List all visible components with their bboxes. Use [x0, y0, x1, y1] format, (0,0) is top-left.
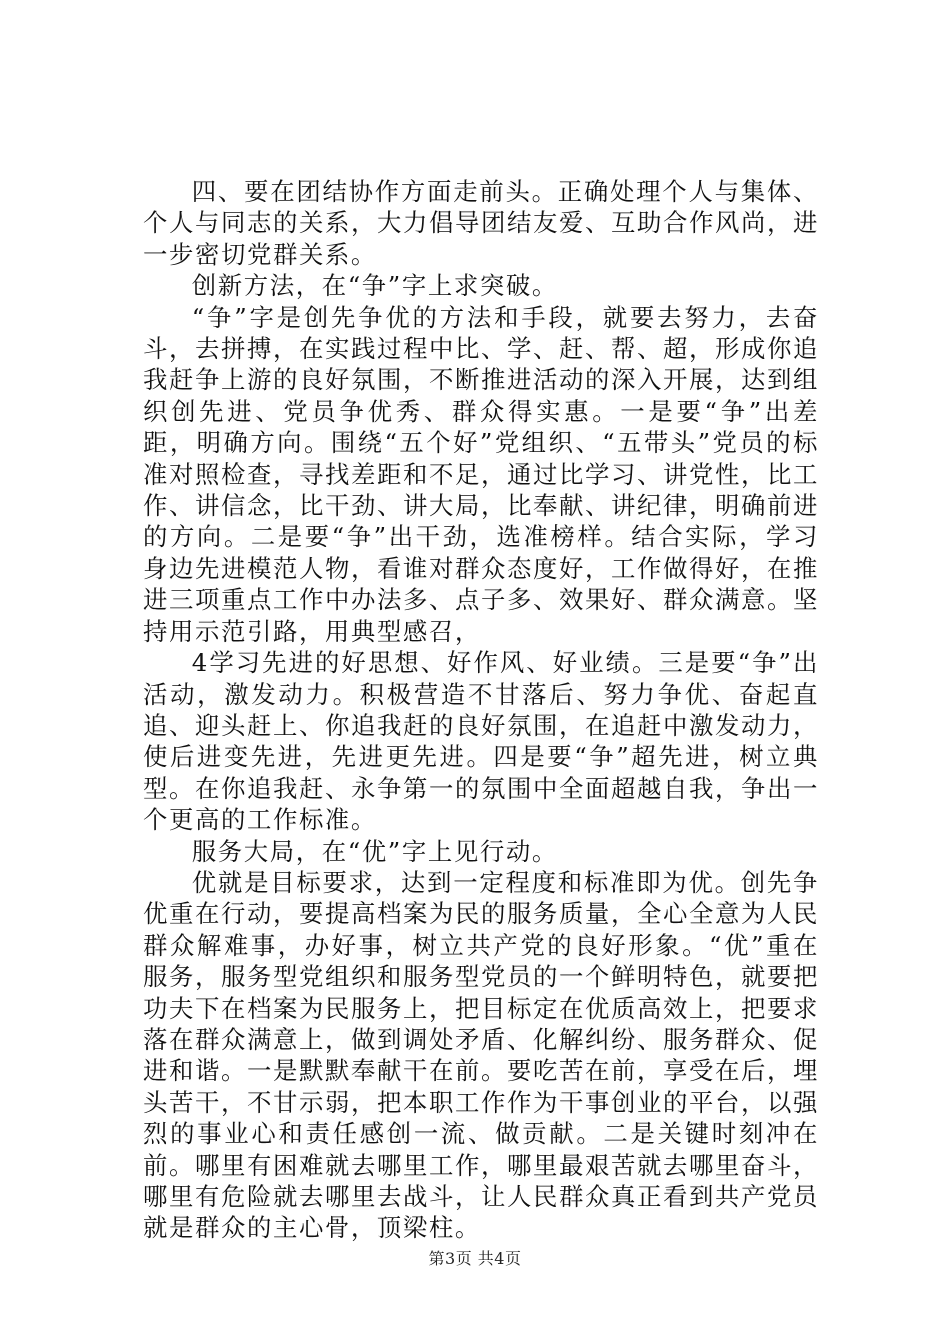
document-body: [143, 176, 819, 1244]
paragraph-learn-advanced: 4学习先进的好思想、好作风、好业绩。三是要“争”出活动，激发动力。积极营造不甘落后、努力争优、奋起直追、迎头赶上、你追我赶的良好氛围，在追赶中激发动力，使后进变先进，先进更先进。四是要“争”超先进，树立典型。在你追我赶、永争第一的氛围中全面超越自我，争出一个更高的工作标准。: [143, 648, 819, 835]
paragraph-excellence: 优就是目标要求，达到一定程度和标准即为优。创先争优重在行动，要提高档案为民的服务质量，全心全意为人民群众解难事，办好事，树立共产党的良好形象。“优”重在服务，服务型党组织和服务型党员的一个鲜明特色，就要把功夫下在档案为民服务上，把目标定在优质高效上，把要求落在群众满意上，做到调处矛盾、化解纠纷、服务群众、促进和谐。一是默默奉献干在前。要吃苦在前，享受在后，埋头苦干，不甘示弱，把本职工作作为干事创业的平台，以强烈的事业心和责任感创一流、做贡献。二是关键时刻冲在前。哪里有困难就去哪里工作，哪里最艰苦就去哪里奋斗，哪里有危险就去哪里去战斗，让人民群众真正看到共产党员就是群众的主心骨，顶梁柱。: [143, 867, 819, 1243]
page-number-footer: 第3页 共4页: [428, 1249, 522, 1268]
paragraph-heading-serve: 服务大局，在“优”字上见行动。: [191, 836, 558, 866]
paragraph-heading-innovate: 创新方法，在“争”字上求突破。: [191, 271, 558, 301]
paragraph-compete: “争”字是创先争优的方法和手段，就要去努力，去奋斗，去拼搏，在实践过程中比、学、赶、帮、超，形成你追我赶争上游的良好氛围，不断推进活动的深入开展，达到组织创先进、党员争优秀、群众得实惠。一是要“争”出差距，明确方向。围绕“五个好”党组织、“五带头”党员的标准对照检查，寻找差距和不足，通过比学习、讲党性，比工作、讲信念，比干劲、讲大局，比奉献、讲纪律，明确前进的方向。二是要“争”出干劲，选准榜样。结合实际，学习身边先进模范人物，看谁对群众态度好，工作做得好，在推进三项重点工作中办法多、点子多、效果好、群众满意。坚持用示范引路，用典型感召，: [143, 302, 819, 646]
paragraph-teamwork: 四、要在团结协作方面走前头。正确处理个人与集体、个人与同志的关系，大力倡导团结友爱、互助合作风尚，进一步密切党群关系。: [143, 177, 819, 269]
